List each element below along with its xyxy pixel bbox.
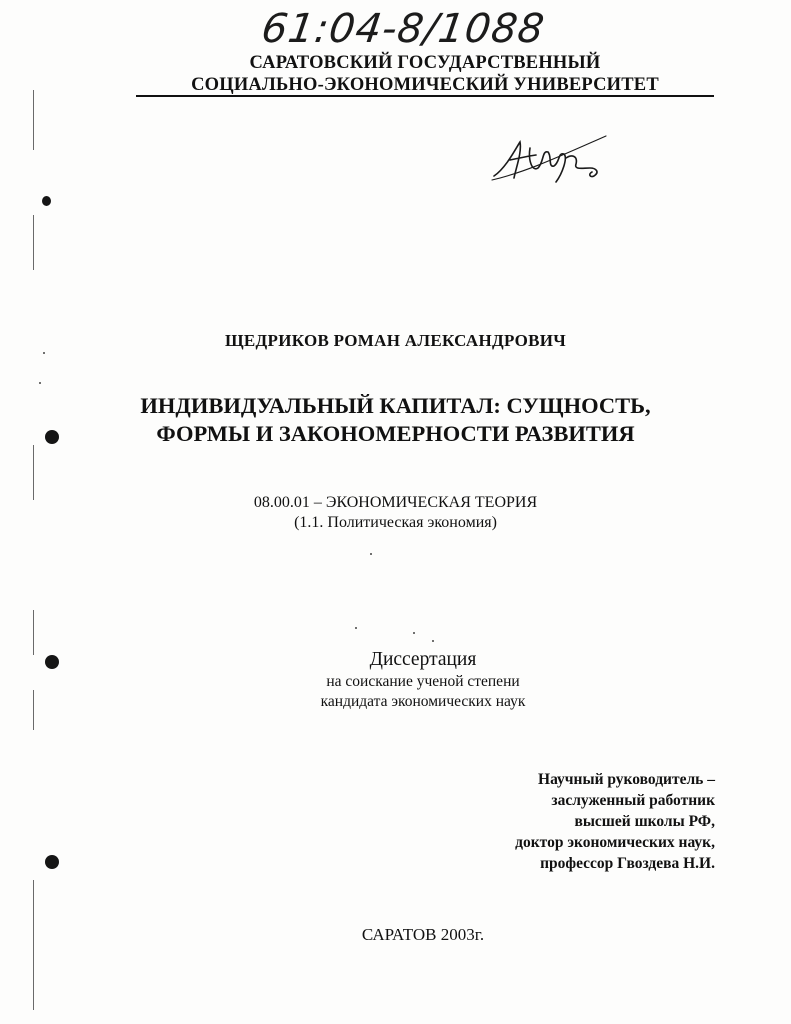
degree-line1: на соискание ученой степени	[326, 673, 520, 690]
advisor-line5: профессор Гвоздева Н.И.	[540, 855, 715, 872]
specialty-block	[0, 493, 791, 533]
scan-edge-line	[33, 445, 34, 500]
signature	[486, 128, 612, 188]
scan-speck	[39, 382, 41, 384]
dissertation-heading: Диссертация	[369, 649, 477, 670]
degree-line2: кандидата экономических наук	[320, 693, 526, 710]
university-line1: САРАТОВСКИЙ ГОСУДАРСТВЕННЫЙ	[249, 53, 601, 73]
scan-edge-line	[33, 880, 34, 1010]
dissertation-title	[60, 392, 731, 448]
advisor-line2: заслуженный работник	[551, 792, 715, 809]
handwritten-archive-code: 61:04-8/1088	[258, 6, 548, 52]
advisor-block	[515, 769, 715, 874]
university-header	[136, 52, 714, 96]
scan-speck	[370, 553, 372, 555]
scan-edge-line	[33, 90, 34, 150]
title-line1: ИНДИВИДУАЛЬНЫЙ КАПИТАЛ: СУЩНОСТЬ,	[140, 393, 651, 418]
header-rule	[136, 95, 714, 97]
university-line2: СОЦИАЛЬНО-ЭКОНОМИЧЕСКИЙ УНИВЕРСИТЕТ	[191, 75, 659, 95]
city-year: САРАТОВ 2003г.	[361, 925, 485, 944]
specialty-subfield: (1.1. Политическая экономия)	[294, 514, 497, 531]
punch-hole-mark	[42, 196, 51, 206]
degree-block	[0, 648, 791, 712]
punch-hole-mark	[45, 430, 59, 444]
author-name: ЩЕДРИКОВ РОМАН АЛЕКСАНДРОВИЧ	[224, 331, 567, 350]
advisor-line1: Научный руководитель –	[538, 771, 715, 788]
scan-speck	[413, 632, 415, 634]
title-line2: ФОРМЫ И ЗАКОНОМЕРНОСТИ РАЗВИТИЯ	[156, 421, 635, 446]
advisor-line3: высшей школы РФ,	[574, 813, 715, 830]
scan-edge-line	[33, 215, 34, 270]
punch-hole-mark	[45, 855, 59, 869]
scan-speck	[432, 640, 434, 642]
advisor-line4: доктор экономических наук,	[515, 834, 715, 851]
scan-speck	[355, 627, 357, 629]
scan-speck	[43, 352, 45, 354]
specialty-code: 08.00.01 – ЭКОНОМИЧЕСКАЯ ТЕОРИЯ	[253, 494, 538, 511]
